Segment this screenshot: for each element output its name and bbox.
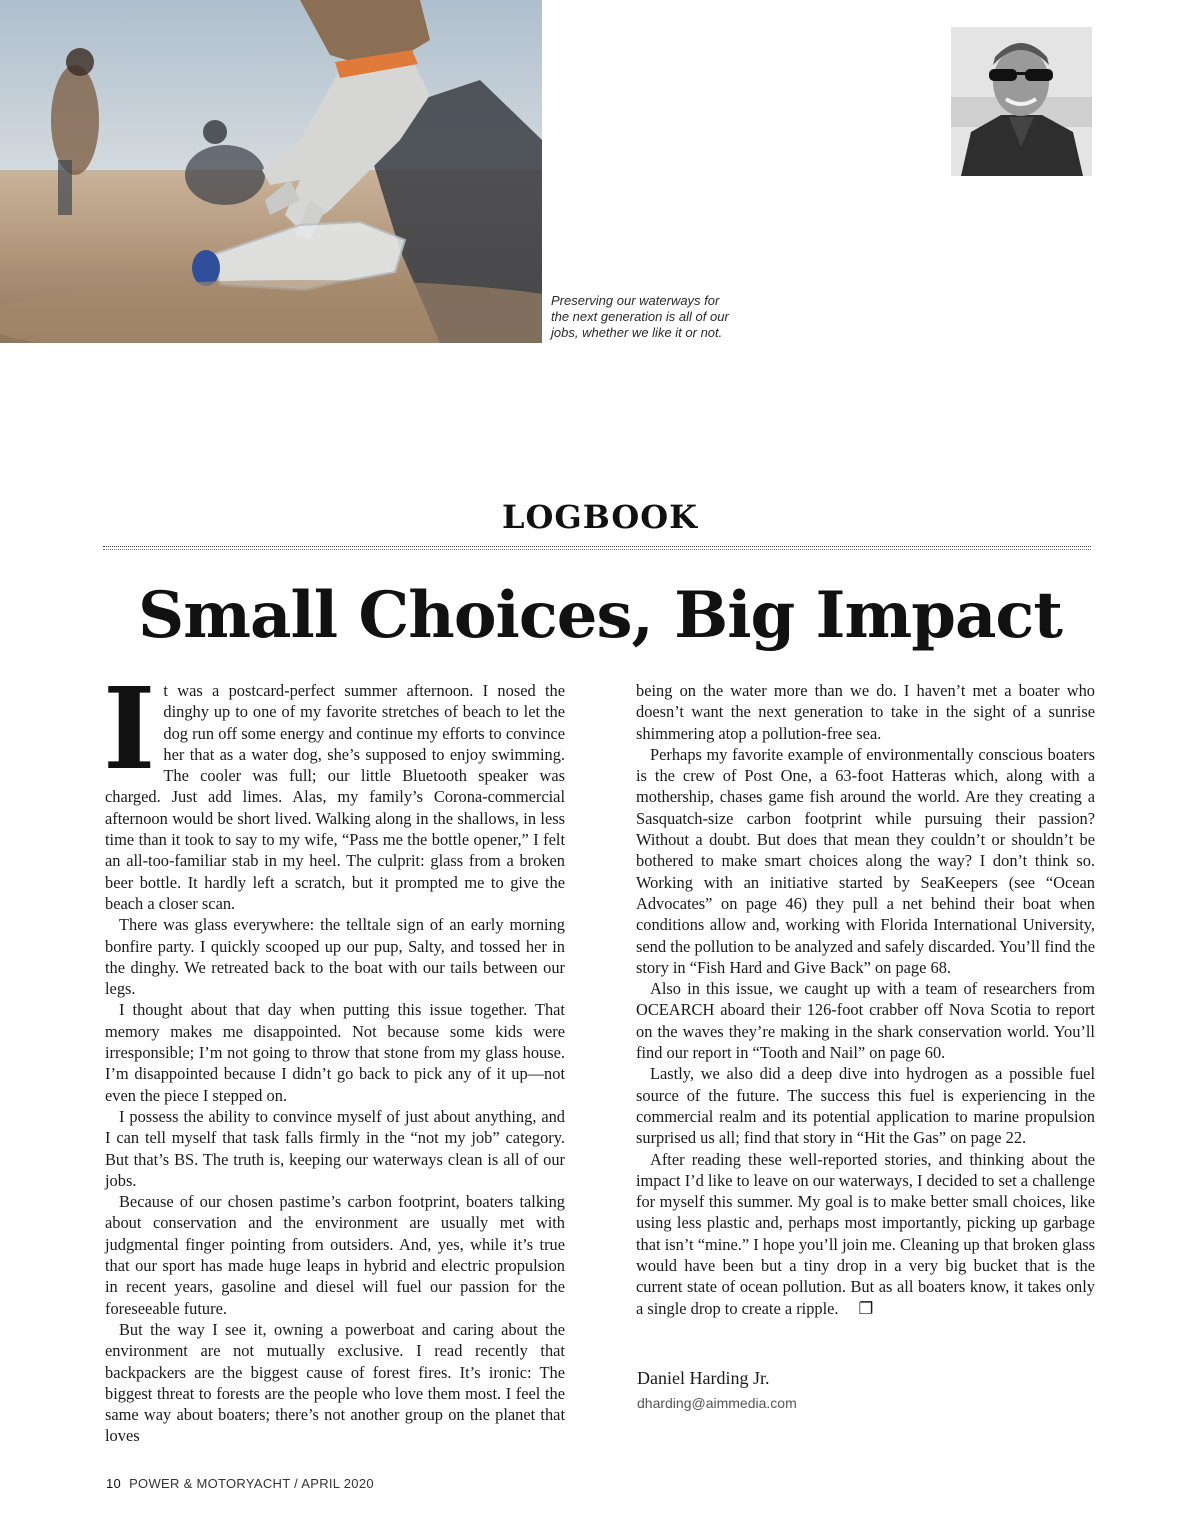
article-paragraph: Lastly, we also did a deep dive into hydrogen as a possible fuel source of the future. The success this fuel is experiencing in the commercial realm and its potential application to marine propulsion surprised us all; find that story in “Hit the Gas” on page 22. (636, 1064, 1095, 1148)
paragraph-text: t was a postcard-perfect summer afternoon. I nosed the dinghy up to one of my favorite stretches of beach to let the dog run off some energy and continue my efforts to convince her that as a water dog, she’s supposed to enjoy swimming. The cooler was full; our little Bluetooth speaker was charged. Just add limes. Alas, my family’s Corona-commercial afternoon would be short lived. Walking along in the shallows, in less time than it took to say to my wife, “Pass me the bottle opener,” I felt an all-too-familiar stab in my heel. The culprit: glass from a broken beer bottle. It hardly left a scratch, but it prompted me to give the beach a closer scan. (105, 681, 565, 913)
article-paragraph: Also in this issue, we caught up with a team of researchers from OCEARCH aboard their 126-foot crabber off Nova Scotia to report on the waves they’re making in the shark conservation world. You’ll find our report in “Tooth and Nail” on page 60. (636, 979, 1095, 1063)
article-paragraph (636, 1149, 1095, 1319)
caption-line: the next generation is all of our (551, 309, 729, 324)
article-paragraph: But the way I see it, owning a powerboat and caring about the environment are not mutually exclusive. I read recently that backpackers are the biggest cause of forest fires. It’s ironic: The biggest threat to forests are the people who love them most. I feel the same way about boaters; there’s not another group on the planet that loves (105, 1319, 565, 1446)
author-portrait-illustration (951, 27, 1092, 176)
caption-line: Preserving our waterways for (551, 293, 720, 308)
article-paragraph: I thought about that day when putting this issue together. That memory makes me disappointed. Not because some kids were irresponsible; I’m not going to throw that stone from my glass house. I’m disappointed because I didn’t go back to pick any of it up—not even the piece I stepped on. (105, 1000, 565, 1105)
caption-line: jobs, whether we like it or not. (551, 325, 723, 340)
author-email: dharding@aimmedia.com (637, 1395, 797, 1411)
article-paragraph: Perhaps my favorite example of environmentally conscious boaters is the crew of Post One, a 63-foot Hatteras which, along with a mothership, chases game fish around the world. Are they creating a Sasquatch-size carbon footprint while pursuing their passion? Without a doubt. But does that mean they couldn’t or shouldn’t be bothered to make smart choices along the way? I don’t think so. Working with an initiative started by SeaKeepers (see “Ocean Advocates” on page 46) they pull a net behind their boat when conditions allow and, working with Florida International University, send the pollution to be analyzed and safely discarded. You’ll find the story in “Fish Hard and Give Back” on page 68. (636, 744, 1095, 977)
section-divider (103, 546, 1091, 550)
article-column-left (103, 664, 565, 1447)
page-number: 10 (106, 1476, 122, 1491)
beach-cleanup-illustration (0, 0, 542, 343)
author-name: Daniel Harding Jr. (637, 1368, 770, 1388)
article-paragraph: Because of our chosen pastime’s carbon footprint, boaters talking about conservation and the environment are usually met with judgmental finger pointing from outsiders. And, yes, while it’s true that our sport has made huge leaps in hybrid and electric propulsion in recent years, gasoline and diesel will fuel our passion for the foreseeable future. (105, 1192, 565, 1318)
article-paragraph: being on the water more than we do. I haven’t met a boater who doesn’t want the next generation to take in the sight of a sunrise shimmering atop a pollution-free sea. (636, 681, 1095, 743)
author-portrait (951, 27, 1092, 176)
photo-caption (551, 293, 751, 341)
lead-photo (0, 0, 542, 343)
article-paragraph: I possess the ability to convince myself of just about anything, and I can tell myself that task falls firmly in the “not my job” category. But that’s BS. The truth is, keeping our waterways clean is all of our jobs. (105, 1106, 565, 1190)
article-column-right (636, 680, 1095, 1319)
publication-line: POWER & MOTORYACHT / APRIL 2020 (129, 1476, 374, 1491)
page-footer (106, 1476, 374, 1491)
end-mark-icon: ❐ (858, 1298, 874, 1318)
article-headline: Small Choices, Big Impact (138, 578, 1062, 653)
article-paragraph (103, 664, 565, 914)
article-paragraph: There was glass everywhere: the telltale sign of an early morning bonfire party. I quickly scooped up our pup, Salty, and tossed her in the dinghy. We retreated back to the boat with our tails between our legs. (105, 915, 565, 999)
paragraph-text: After reading these well-reported stories, and thinking about the impact I’d like to leave on our waterways, I decided to set a challenge for myself this summer. My goal is to make better small choices, like using less plastic and, perhaps most importantly, picking up garbage that isn’t “mine.” I hope you’ll join me. Cleaning up that broken glass would have been but a tiny drop in a very big bucket that is the current state of ocean pollution. But as all boaters know, it takes only a single drop to create a ripple. (636, 1149, 1095, 1318)
section-title: LOGBOOK (502, 498, 698, 536)
drop-cap: I (103, 664, 156, 795)
